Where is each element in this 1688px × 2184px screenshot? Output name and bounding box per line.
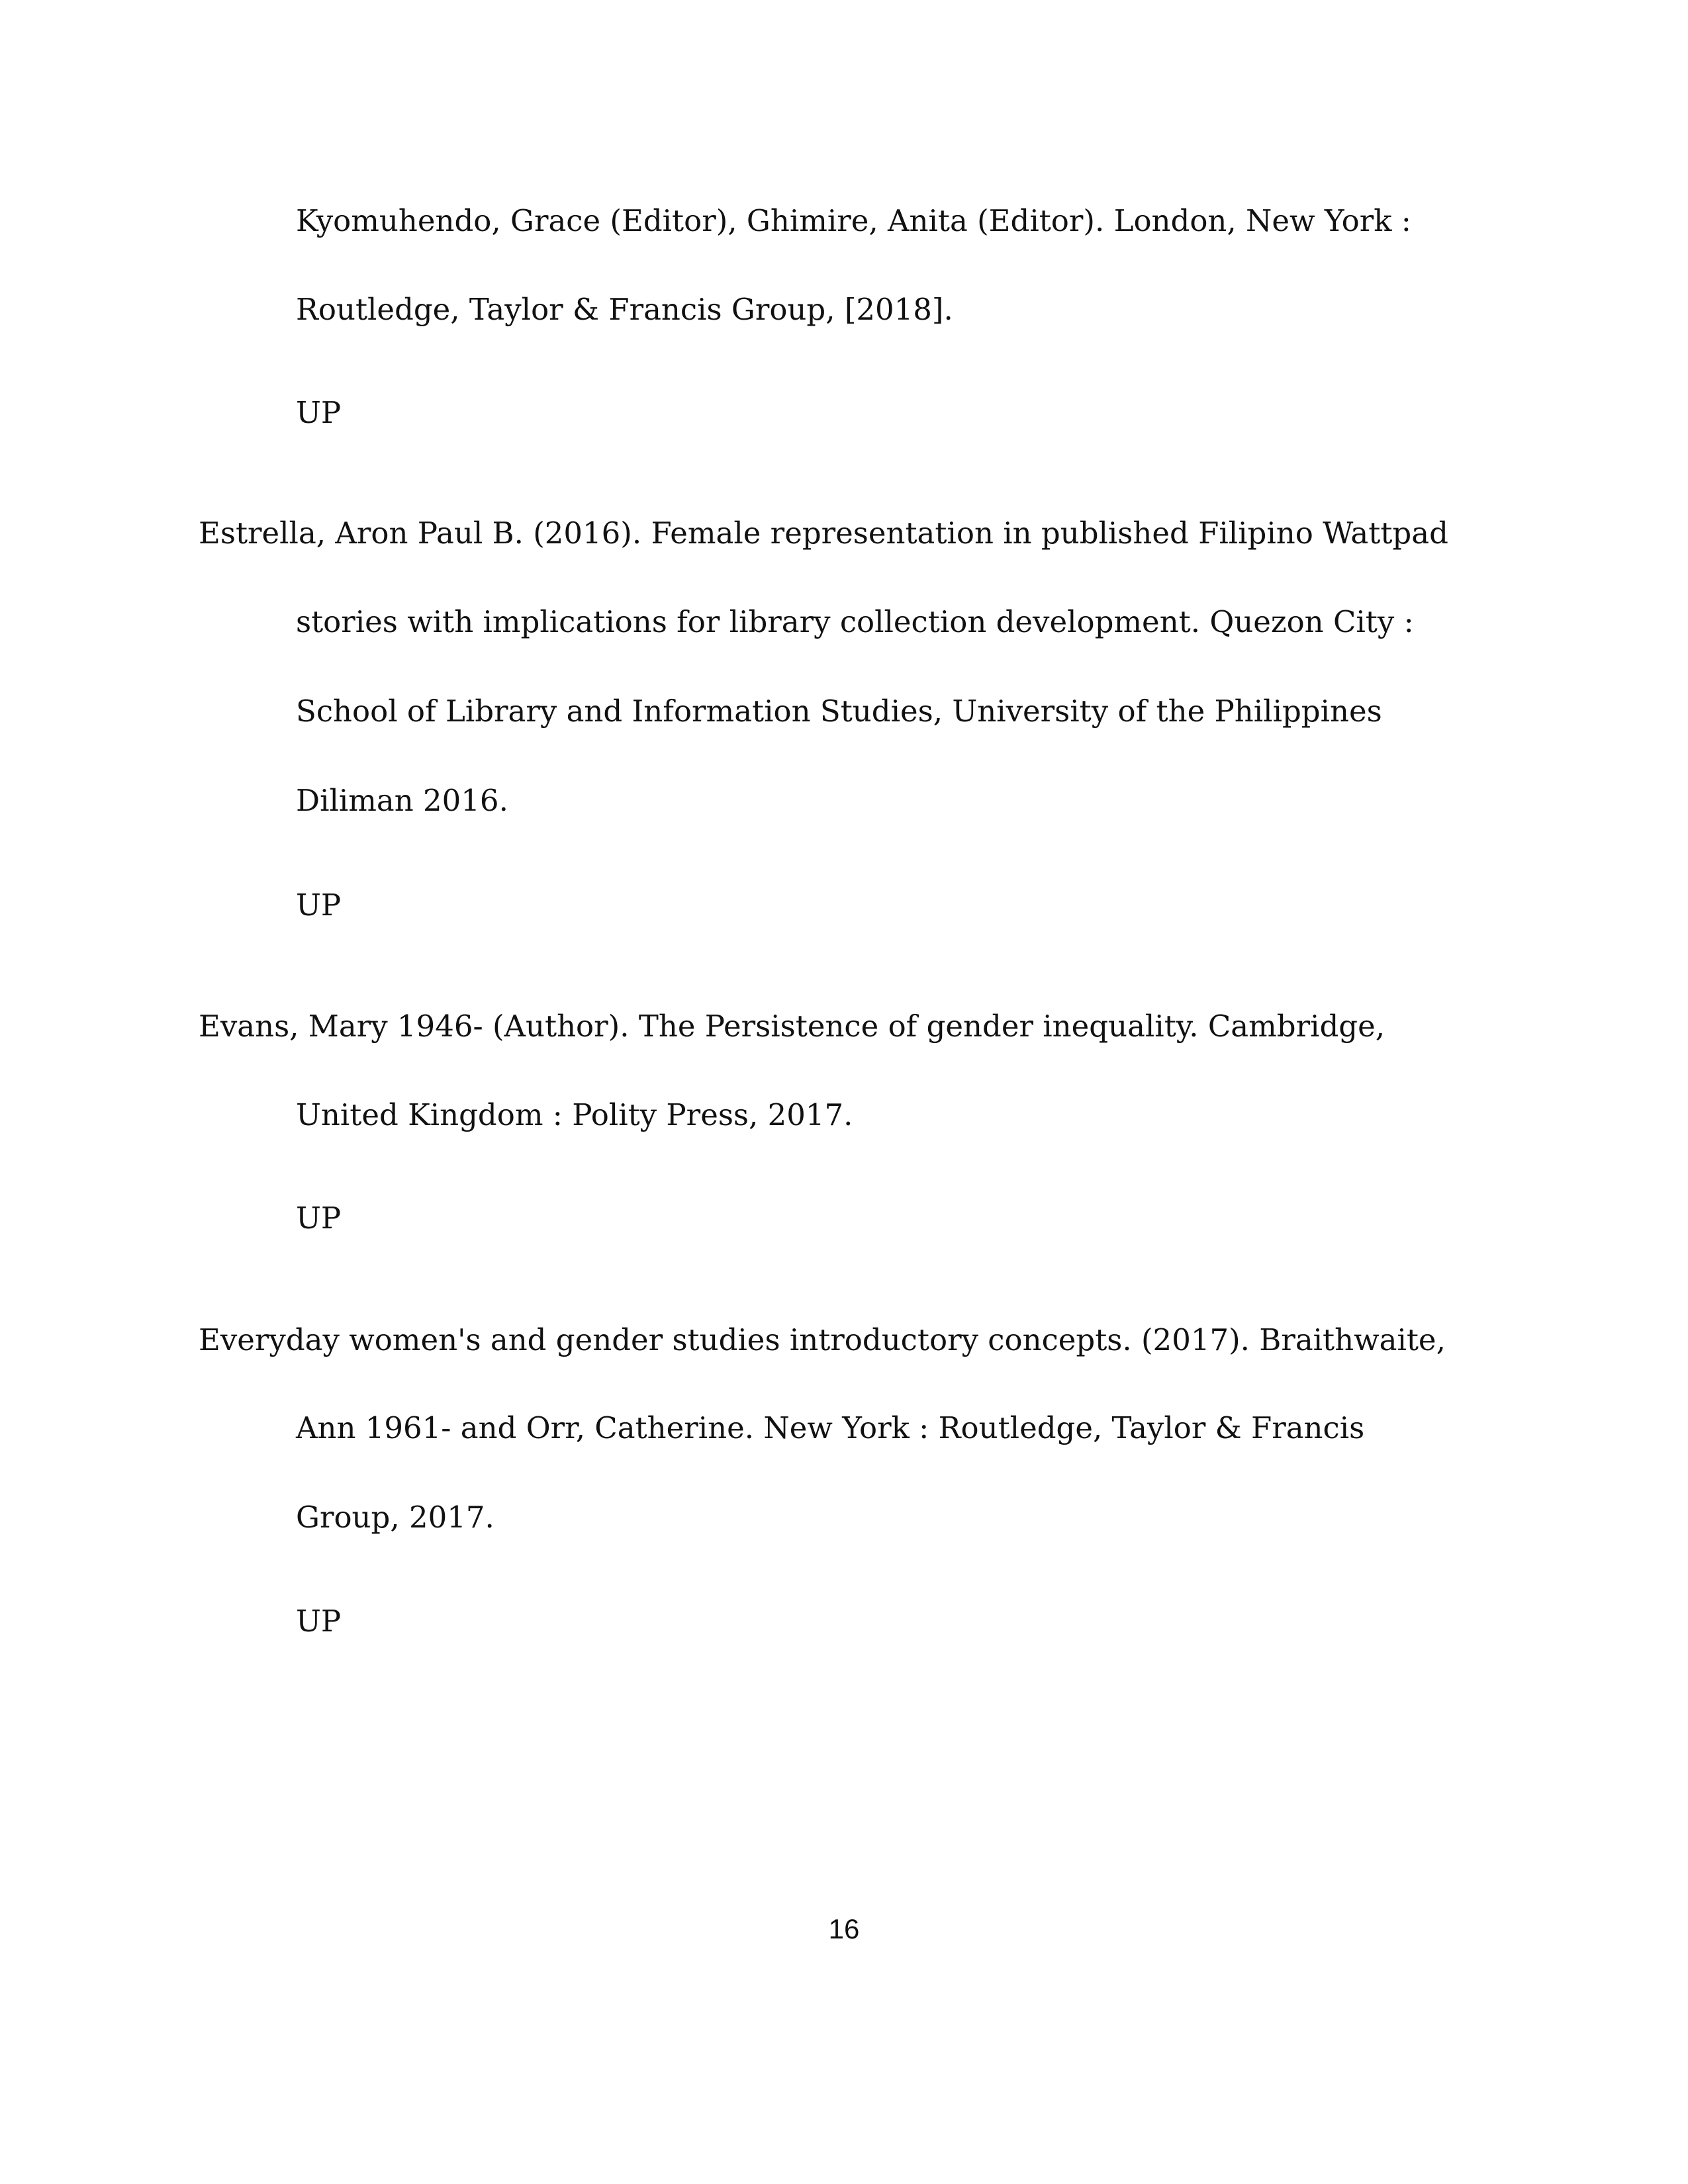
reference-line: Estrella, Aron Paul B. (2016). Female representation in published Filipino Wattpad [199,516,1448,551]
library-location: UP [296,1604,342,1639]
reference-line: Routledge, Taylor & Francis Group, [2018]. [296,292,953,327]
page-number: 16 [828,1913,860,1944]
reference-line: stories with implications for library collection development. Quezon City : [296,604,1414,639]
reference-line: United Kingdom : Polity Press, 2017. [296,1097,853,1132]
reference-line: Kyomuhendo, Grace (Editor), Ghimire, Anita (Editor). London, New York : [296,203,1411,238]
reference-line: Group, 2017. [296,1500,494,1535]
reference-line: Diliman 2016. [296,783,508,818]
library-location: UP [296,395,342,430]
library-location: UP [296,887,342,923]
reference-line: Evans, Mary 1946- (Author). The Persistence of gender inequality. Cambridge, [199,1009,1385,1044]
reference-line: School of Library and Information Studies, University of the Philippines [296,694,1382,729]
library-location: UP [296,1201,342,1236]
reference-line: Ann 1961- and Orr, Catherine. New York : Routledge, Taylor & Francis [296,1410,1365,1445]
reference-line: Everyday women's and gender studies introductory concepts. (2017). Braithwaite, [199,1322,1446,1357]
